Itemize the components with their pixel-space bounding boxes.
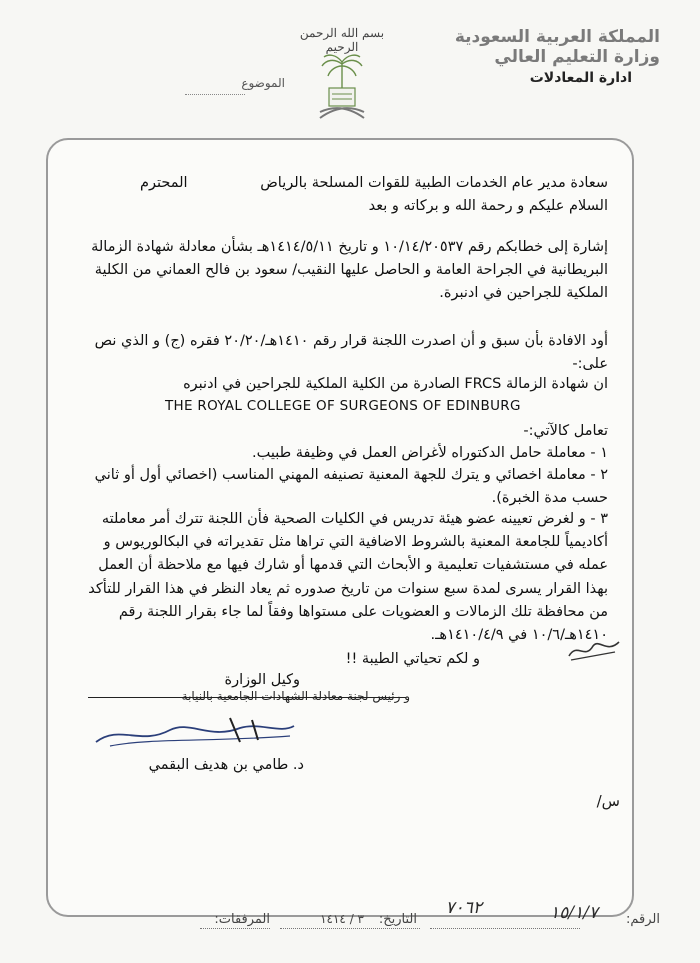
attachments-underline <box>200 928 270 929</box>
paragraph-decision: أود الافادة بأن سبق و أن اصدرت اللجنة قرار رقم ١٤١٠هـ/٢٠/٢٠ فقره (ج) و الذي نص على:- <box>94 333 608 373</box>
treatment-intro: تعامل كالآتي:- <box>523 423 608 439</box>
basmala: بسم الله الرحمن الرحيم <box>299 26 385 54</box>
number-underline <box>430 928 580 929</box>
handwritten-number: ٧٠٦٢ <box>445 898 482 918</box>
greeting: السلام عليكم و رحمة الله و بركاته و بعد <box>368 198 608 214</box>
paragraph-reference: إشارة إلى خطابكم رقم ١٠/١٤/٢٠٥٣٧ و تاريخ ١٤١٤/٥/١١هـ بشأن معادلة شهادة الزمالة البريطانية في الجراحة العامة و الحاصل عليها النقيب/ سعود بن فالح العماني من الكلية الملكية للجراحين في ادنبرة. <box>91 239 608 302</box>
quote-english: THE ROYAL COLLEGE OF SURGEONS OF EDINBURG <box>165 398 521 414</box>
honorific: المحترم <box>140 175 188 191</box>
date-label: التاريخ: <box>378 912 417 927</box>
attachments-label: المرفقات: <box>214 912 270 927</box>
subject-label: الموضوع <box>241 76 285 90</box>
country-name: المملكة العربية السعودية <box>454 27 660 47</box>
treatment-item-2: ٢ - معاملة اخصائي و يترك للجهة المعنية تصنيفه المهني المناسب (اخصائي أول أو ثاني حسب مدة الخبرة). <box>94 467 608 507</box>
closing: و لكم تحياتي الطيبة !! <box>345 651 480 667</box>
initials-scribble-icon <box>565 632 623 664</box>
signatory-name: د. طامي بن هديف البقمي <box>148 757 304 773</box>
addressee: سعادة مدير عام الخدمات الطبية للقوات المسلحة بالرياض <box>260 175 608 191</box>
department-name: ادارة المعادلات <box>529 70 632 87</box>
treatment-item-1: ١ - معاملة حامل الدكتوراه لأغراض العمل في وظيفة طبيب. <box>251 445 608 461</box>
carbon-copy-mark: س/ <box>596 792 620 810</box>
number-label: الرقم: <box>626 912 660 927</box>
handwritten-signature-icon <box>90 712 300 752</box>
ministry-letterhead <box>400 28 660 86</box>
handwritten-date: ١٥/١/٧ <box>550 903 598 923</box>
palm-swords-emblem-icon <box>312 48 372 128</box>
signatory-subtitle: و رئيس لجنة معادلة الشهادات الجامعية بالنيابة <box>181 689 410 703</box>
subject-underline <box>185 94 245 95</box>
treatment-item-3: ٣ - و لغرض تعيينه عضو هيئة تدريس في الكليات الصحية فأن اللجنة تترك أمر معاملته أكاديمياً للجامعة المعنية بالشروط الاضافية التي تراها مثل تقديراته في البكالوريوس و عمله في مستشفيات تعليمية و الأبحاث التي قدمها أو شارك فيها مع ملاحظة أن العمل بهذا القرار يسرى لمدة سبع سنوات من تاريخ صدوره ثم يعاد النظر في هذا القرار للتأكد من محافظة تلك الزمالات و العضويات على مستواها وفقاً لما جاء بقرار اللجنة رقم ١٤١٠هـ/١٠/٦ في ١٤١٠/٤/٩هـ. <box>88 511 608 643</box>
date-underline <box>280 928 420 929</box>
signatory-title: وكيل الوزارة <box>224 672 300 688</box>
ministry-name: وزارة التعليم العالي <box>494 46 660 67</box>
date-value: ٣ / ١٤١٤ <box>320 912 364 926</box>
quote-arabic: ان شهادة الزمالة FRCS الصادرة من الكلية الملكية للجراحين في ادنبره <box>183 376 608 392</box>
